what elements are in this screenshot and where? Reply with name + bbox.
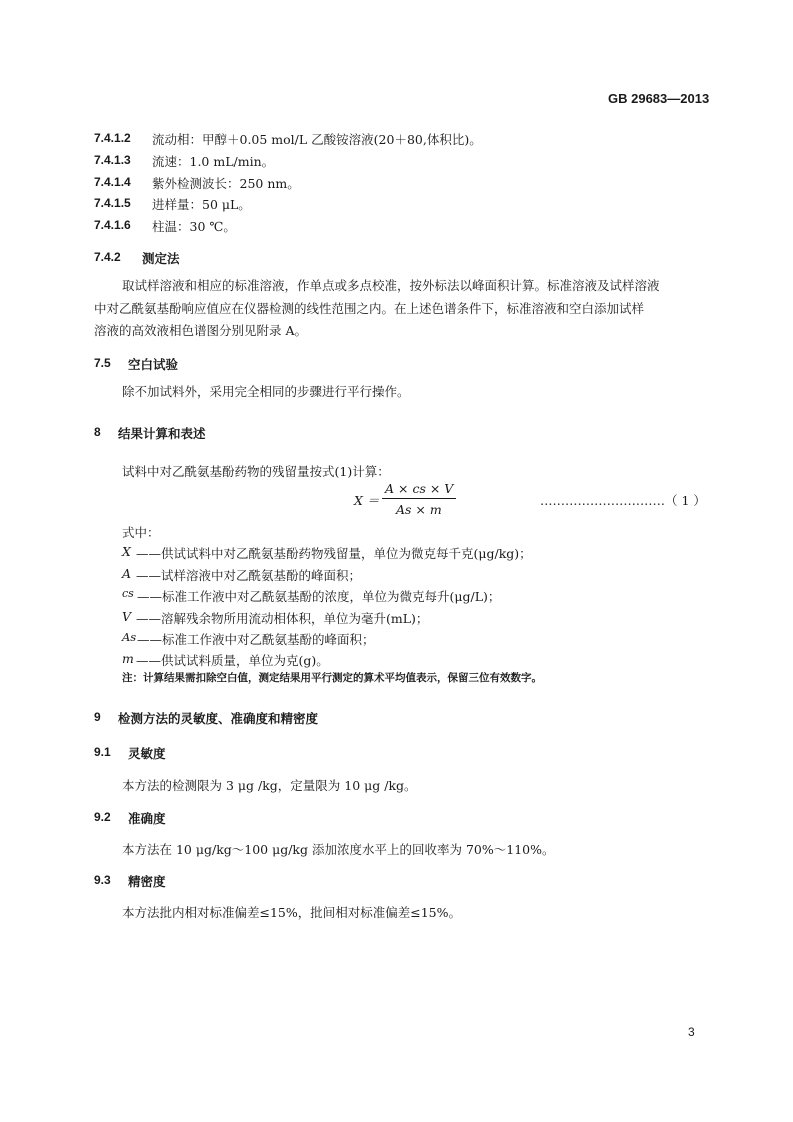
clause-number: 7.4.1.2 xyxy=(94,131,131,145)
variable-symbol: A xyxy=(122,566,132,581)
paragraph: 除不加试料外，采用完全相同的步骤进行平行操作。 xyxy=(122,384,410,399)
variable-desc: ——试样溶液中对乙酰氨基酚的峰面积； xyxy=(136,568,362,583)
clause-text: 柱温：30 ℃。 xyxy=(152,219,236,234)
variable-symbol: As xyxy=(122,630,137,644)
formula-numerator: A × cs × V xyxy=(385,481,454,496)
where-label: 式中： xyxy=(122,525,160,540)
section-title: 检测方法的灵敏度、准确度和精密度 xyxy=(118,711,319,726)
variable-symbol: m xyxy=(122,651,134,666)
section-title: 测定法 xyxy=(142,251,180,266)
formula-denominator: As × m xyxy=(396,502,442,517)
section-title: 结果计算和表述 xyxy=(118,426,206,441)
equation-number: …………………………（ 1 ） xyxy=(540,493,706,508)
section-title: 精密度 xyxy=(128,874,166,889)
paragraph-line: 中对乙酰氨基酚响应值应在仪器检测的线性范围之内。在上述色谱条件下，标准溶液和空白添加试样 xyxy=(94,301,645,316)
section-title: 灵敏度 xyxy=(128,746,166,761)
formula-lhs: X ＝ xyxy=(354,493,380,508)
paragraph: 本方法的检测限为 3 μg /kg，定量限为 10 μg /kg。 xyxy=(122,778,417,793)
clause-text: 进样量：50 μL。 xyxy=(152,197,251,212)
section-number: 9.2 xyxy=(94,810,111,824)
clause-number: 7.4.1.5 xyxy=(94,196,131,210)
variable-desc: ——溶解残余物所用流动相体积，单位为毫升(mL)； xyxy=(136,611,429,626)
paragraph-line: 取试样溶液和相应的标准溶液，作单点或多点校准，按外标法以峰面积计算。标准溶液及试样溶液 xyxy=(122,278,660,293)
section-number: 7.4.2 xyxy=(94,250,121,264)
variable-desc: ——供试试料中对乙酰氨基酚药物残留量，单位为微克每千克(μg/kg)； xyxy=(136,546,532,561)
section-title: 准确度 xyxy=(128,811,166,826)
variable-symbol: cs xyxy=(122,587,134,600)
variable-symbol: X xyxy=(122,544,131,559)
paragraph: 本方法批内相对标准偏差≤15%，批间相对标准偏差≤15%。 xyxy=(122,905,462,920)
variable-symbol: V xyxy=(122,609,132,624)
section-title: 空白试验 xyxy=(128,357,179,372)
calculation-note: 注：计算结果需扣除空白值，测定结果用平行测定的算术平均值表示，保留三位有效数字。 xyxy=(122,672,542,684)
section-number: 7.5 xyxy=(94,356,111,370)
clause-text: 流动相：甲醇＋0.05 mol/L 乙酸铵溶液(20＋80,体积比)。 xyxy=(152,132,482,147)
clause-number: 7.4.1.3 xyxy=(94,153,131,167)
variable-desc: ——标准工作液中对乙酰氨基酚的浓度，单位为微克每升(μg/L)； xyxy=(137,589,501,604)
clause-number: 7.4.1.4 xyxy=(94,175,131,189)
fraction-bar xyxy=(382,498,456,499)
page-number: 3 xyxy=(688,1025,695,1039)
section-number: 9.3 xyxy=(94,873,111,887)
section-number: 8 xyxy=(94,425,101,439)
clause-number: 7.4.1.6 xyxy=(94,218,131,232)
variable-desc: ——供试试料质量，单位为克(g)。 xyxy=(136,653,329,668)
section-number: 9.1 xyxy=(94,745,111,759)
clause-text: 紫外检测波长：250 nm。 xyxy=(152,176,300,191)
variable-desc: ——标准工作液中对乙酰氨基酚的峰面积； xyxy=(137,632,375,647)
clause-text: 流速：1.0 mL/min。 xyxy=(152,154,275,169)
standard-number: GB 29683—2013 xyxy=(608,91,710,106)
formula-intro: 试料中对乙酰氨基酚药物的残留量按式(1)计算： xyxy=(122,464,390,479)
paragraph: 本方法在 10 μg/kg～100 μg/kg 添加浓度水平上的回收率为 70%～110%。 xyxy=(122,842,555,857)
paragraph-line: 溶液的高效液相色谱图分别见附录 A。 xyxy=(94,323,308,338)
section-number: 9 xyxy=(94,710,101,724)
